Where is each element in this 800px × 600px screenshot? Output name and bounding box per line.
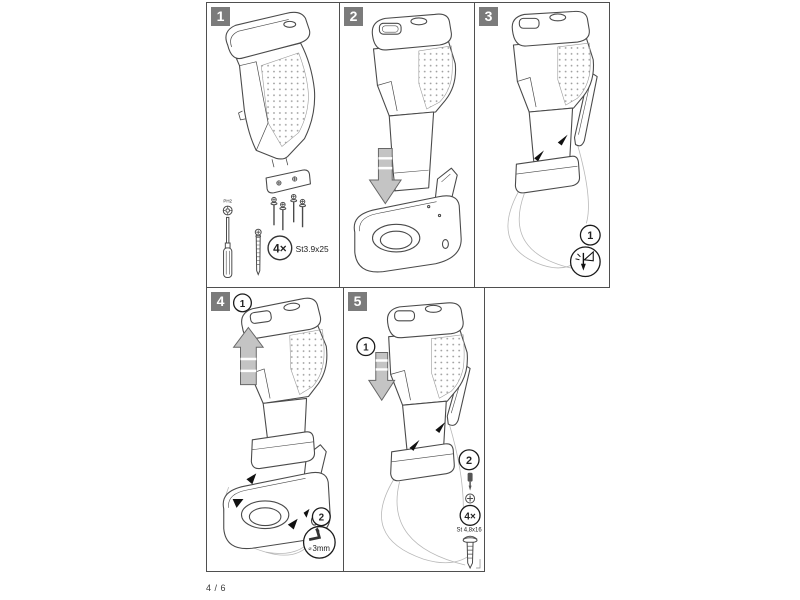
svg-text:2: 2 bbox=[466, 454, 473, 467]
screw-icon bbox=[463, 536, 480, 568]
svg-text:1: 1 bbox=[587, 230, 594, 243]
quantity-callout bbox=[460, 505, 480, 525]
screw-spec-label: St3.9x25 bbox=[295, 243, 329, 254]
hex-size-label: 3mm bbox=[312, 544, 330, 554]
step-panel-3 bbox=[474, 2, 610, 288]
callout-1 bbox=[580, 225, 600, 245]
step-1-illustration bbox=[207, 3, 339, 287]
step-number-badge: 2 bbox=[344, 7, 363, 26]
step-4-illustration bbox=[207, 288, 343, 571]
callout-2 bbox=[312, 508, 330, 526]
mounting-collar bbox=[515, 156, 579, 193]
armrest-refit bbox=[387, 303, 473, 481]
callout-2 bbox=[459, 450, 479, 470]
svg-text:1: 1 bbox=[239, 298, 246, 310]
step-panel-4 bbox=[206, 287, 344, 572]
step-number-badge: 3 bbox=[479, 7, 498, 26]
adapter-plate bbox=[266, 170, 310, 193]
step-3-illustration bbox=[475, 3, 609, 287]
step-number-badge: 4 bbox=[211, 292, 230, 311]
step-number-badge: 1 bbox=[211, 7, 230, 26]
screw-spec-label: St 4,8x16 bbox=[456, 527, 482, 534]
step-panel-2 bbox=[339, 2, 475, 288]
step-panel-1 bbox=[206, 2, 340, 288]
step-5-illustration bbox=[344, 288, 484, 571]
svg-text:2: 2 bbox=[318, 512, 325, 524]
callout-1 bbox=[234, 294, 252, 312]
allen-key-icon bbox=[304, 527, 336, 559]
callout-1 bbox=[357, 338, 375, 356]
screwdriver-bit-icon bbox=[468, 473, 473, 491]
armrest-mounted bbox=[512, 11, 597, 193]
step-2-illustration bbox=[340, 3, 474, 287]
page-indicator: 4 / 6 bbox=[206, 583, 227, 593]
screw-head-icon bbox=[466, 494, 475, 503]
mounting-collar bbox=[251, 432, 314, 469]
mounting-screws bbox=[271, 194, 305, 230]
step-number-badge: 5 bbox=[348, 292, 367, 311]
svg-text:PH2: PH2 bbox=[223, 198, 232, 204]
screw-icon bbox=[255, 229, 261, 274]
phillips-screwdriver-icon bbox=[223, 199, 232, 278]
svg-text:4×: 4× bbox=[464, 511, 476, 523]
panel-row-top bbox=[206, 2, 610, 288]
click-sound-icon bbox=[571, 247, 601, 277]
armrest-exploded-view bbox=[226, 12, 315, 230]
svg-text:4×: 4× bbox=[273, 241, 287, 256]
hex-diameter-symbol: ⌀ bbox=[308, 547, 312, 553]
step-panels-grid bbox=[206, 2, 610, 572]
armrest-stem bbox=[389, 112, 433, 191]
mounting-collar bbox=[391, 444, 455, 481]
quantity-callout bbox=[268, 236, 292, 260]
svg-text:1: 1 bbox=[363, 342, 369, 354]
step-panel-5 bbox=[343, 287, 485, 572]
panel-row-bottom bbox=[206, 287, 610, 572]
